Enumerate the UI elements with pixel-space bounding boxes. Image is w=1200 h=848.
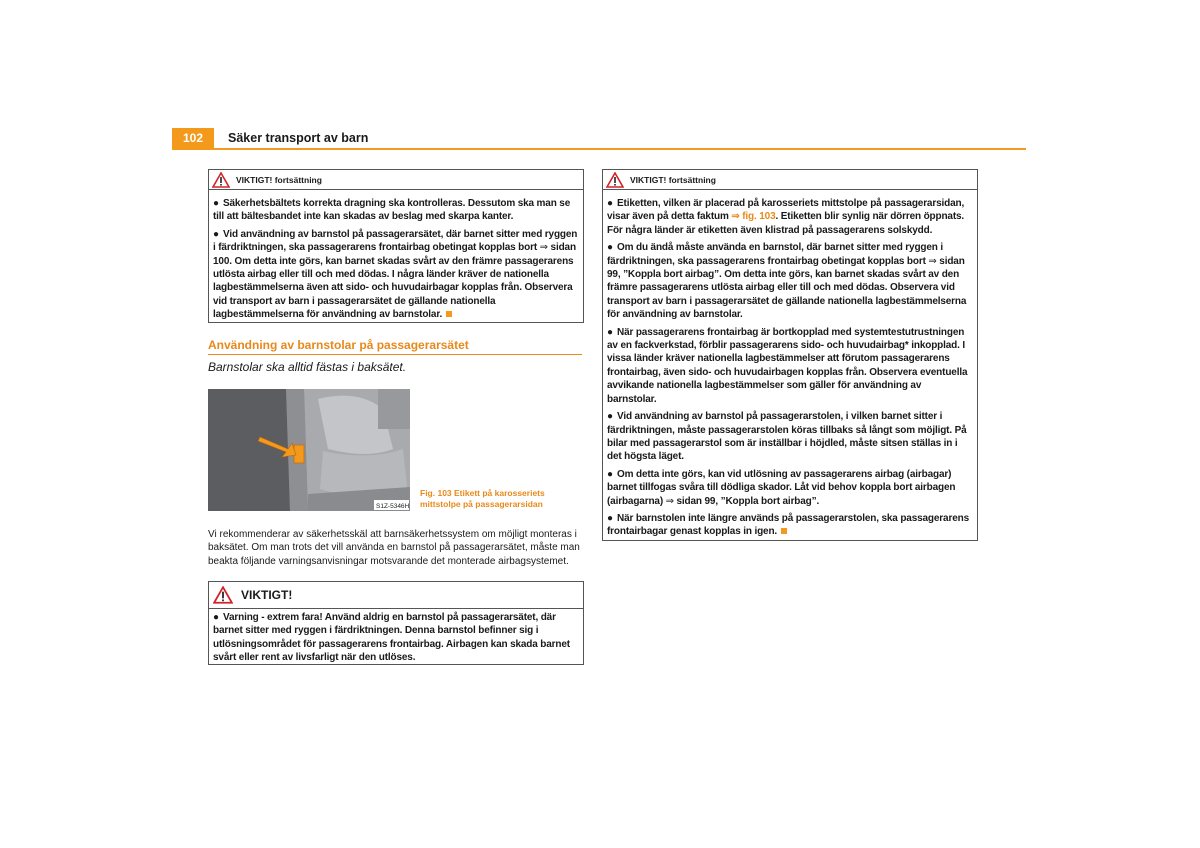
warning-triangle-icon: [606, 172, 624, 188]
viktigt-head: [209, 582, 583, 609]
warning-triangle-icon: [213, 586, 233, 604]
left-warning-para-1: ● Säkerhetsbältets korrekta dragning ska kontrolleras. Dessutom ska man se till att bältesbandet inte kan skadas av beslag med skarpa kanter.: [213, 198, 571, 223]
end-square-icon: [446, 311, 452, 317]
right-warning-para-5: ● Om detta inte görs, kan vid utlösning av passagerarens airbag (airbagar) barnet tillfogas svåra till dödliga skador. Låt vid behov koppla bort airbagen (airbagarna) ⇒ sidan 99, ”Koppla bort airbag”.: [607, 468, 956, 507]
warning-triangle-icon: [212, 172, 230, 188]
bullet-icon: ●: [607, 326, 613, 338]
left-warning-box: [208, 169, 584, 323]
section-subtitle: Barnstolar ska alltid fästas i baksätet.: [208, 360, 407, 374]
bullet-icon: ●: [607, 468, 613, 480]
bullet-icon: ●: [607, 242, 613, 254]
bullet-icon: ●: [213, 612, 219, 623]
car-interior-illustration: [208, 389, 410, 511]
figure-caption: Fig. 103 Etikett på karosseriets mittstolpe på passagerarsidan: [420, 488, 545, 509]
bullet-icon: ●: [607, 512, 613, 524]
intro-paragraph: Vi rekommenderar av säkerhetsskäl att barnsäkerhetssystem om möjligt monteras i baksätet. Om man trots det vill använda en barnstol på passagerarsätet, måste man beakta följande varningsanvisningar motsvarande det monterade airbagsystemet.: [208, 529, 580, 567]
section-rule: [208, 354, 582, 355]
arrow-right-icon: ⇒: [928, 255, 937, 267]
figure-reference-link[interactable]: ⇒ fig. 103: [731, 211, 776, 223]
end-square-icon: [781, 528, 787, 534]
left-warning-head: [209, 170, 583, 190]
right-warning-para-1: ● Etiketten, vilken är placerad på karosseriets mittstolpe på passagerarsidan, visar även på detta faktum ⇒ fig. 103. Etiketten blir synlig när dörren öppnats. För några länder är etiketten även klistrad på passagerarens solskydd.: [607, 198, 965, 236]
page-number: 102: [172, 128, 214, 148]
viktigt-para: ● Varning - extrem fara! Använd aldrig en barnstol på passagerarsätet, där barnet sitter med ryggen i färdriktningen. Denna barnstol befinner sig i utlösningsområdet för passagerarens frontairbag. Airbagen kan skada barnet svårt eller rent av livsfarligt när den utlöses.: [213, 612, 570, 664]
right-warning-box: [602, 169, 978, 541]
arrow-right-icon: ⇒: [665, 495, 674, 507]
header-rule: [172, 148, 1026, 150]
figure-car-pillar-photo: [208, 389, 410, 511]
figure-code: S1Z-5346H: [376, 503, 410, 510]
bullet-icon: ●: [213, 228, 219, 240]
right-warning-label: VIKTIGT! fortsättning: [630, 174, 716, 185]
right-warning-head: [603, 170, 977, 190]
viktigt-label: VIKTIGT!: [241, 588, 293, 602]
bullet-icon: ●: [607, 411, 613, 423]
right-warning-para-3: ● När passagerarens frontairbag är bortkopplad med systemtestutrustningen av en fackverkstad, förblir passagerarens sido- och huvudairbag* inkopplad. I vissa länder kräver nationella lagbestämmelser att förutom passagerarens frontairbag, även sido- och huvudairbagen kopplas från. Observera eventuella avvikande nationella lagbestämmelser som gäller för användning av barnstolar.: [607, 326, 968, 405]
right-warning-para-2: ● Om du ändå måste använda en barnstol, där barnet sitter med ryggen i färdriktningen, ska passagerarens frontairbag obetingat kopplas bort ⇒ sidan 99, ”Koppla bort airbag”. Om detta inte görs, kan barnet skadas svårt av den främre passagerarens utlösta airbag eller till och med dödas. Observera vid transport av barn i passagerarsätet de gällande nationella lagbestämmelserna för användning av barnstolar.: [607, 242, 967, 321]
arrow-right-icon: ⇒: [539, 242, 548, 254]
section-title: Användning av barnstolar på passagerarsätet: [208, 338, 469, 352]
left-warning-label: VIKTIGT! fortsättning: [236, 174, 322, 185]
bullet-icon: ●: [213, 198, 219, 209]
left-warning-para-2: ● Vid användning av barnstol på passagerarsätet, där barnet sitter med ryggen i färdriktningen, ska passagerarens frontairbag obetingat kopplas bort ⇒ sidan 100. Om detta inte görs, kan barnet skadas svårt av den främre passagerarens utlösta airbag eller till och med dödas. I några länder kräver de nationella lagbestämmelserna även att sido- och huvudairbagar kopplas från. Observera vid transport av barn i passagerarsätet de gällande nationella lagbestämmelserna för användning av barnstolar.: [213, 228, 578, 321]
viktigt-box: [208, 581, 584, 665]
right-warning-para-6: ● När barnstolen inte längre används på passagerarstolen, ska passagerarens frontairbagar genast kopplas in igen.: [607, 512, 969, 538]
chapter-title: Säker transport av barn: [228, 131, 369, 145]
bullet-icon: ●: [607, 198, 613, 209]
right-warning-para-4: ● Vid användning av barnstol på passagerarstolen, i vilken barnet sitter i färdriktningen, måste passagerarstolen köras tillbaks så långt som möjligt. På bilar med passagerarstol som är inställbar i höjdled, måste sitsen ställas in i det högsta läget.: [607, 411, 967, 463]
